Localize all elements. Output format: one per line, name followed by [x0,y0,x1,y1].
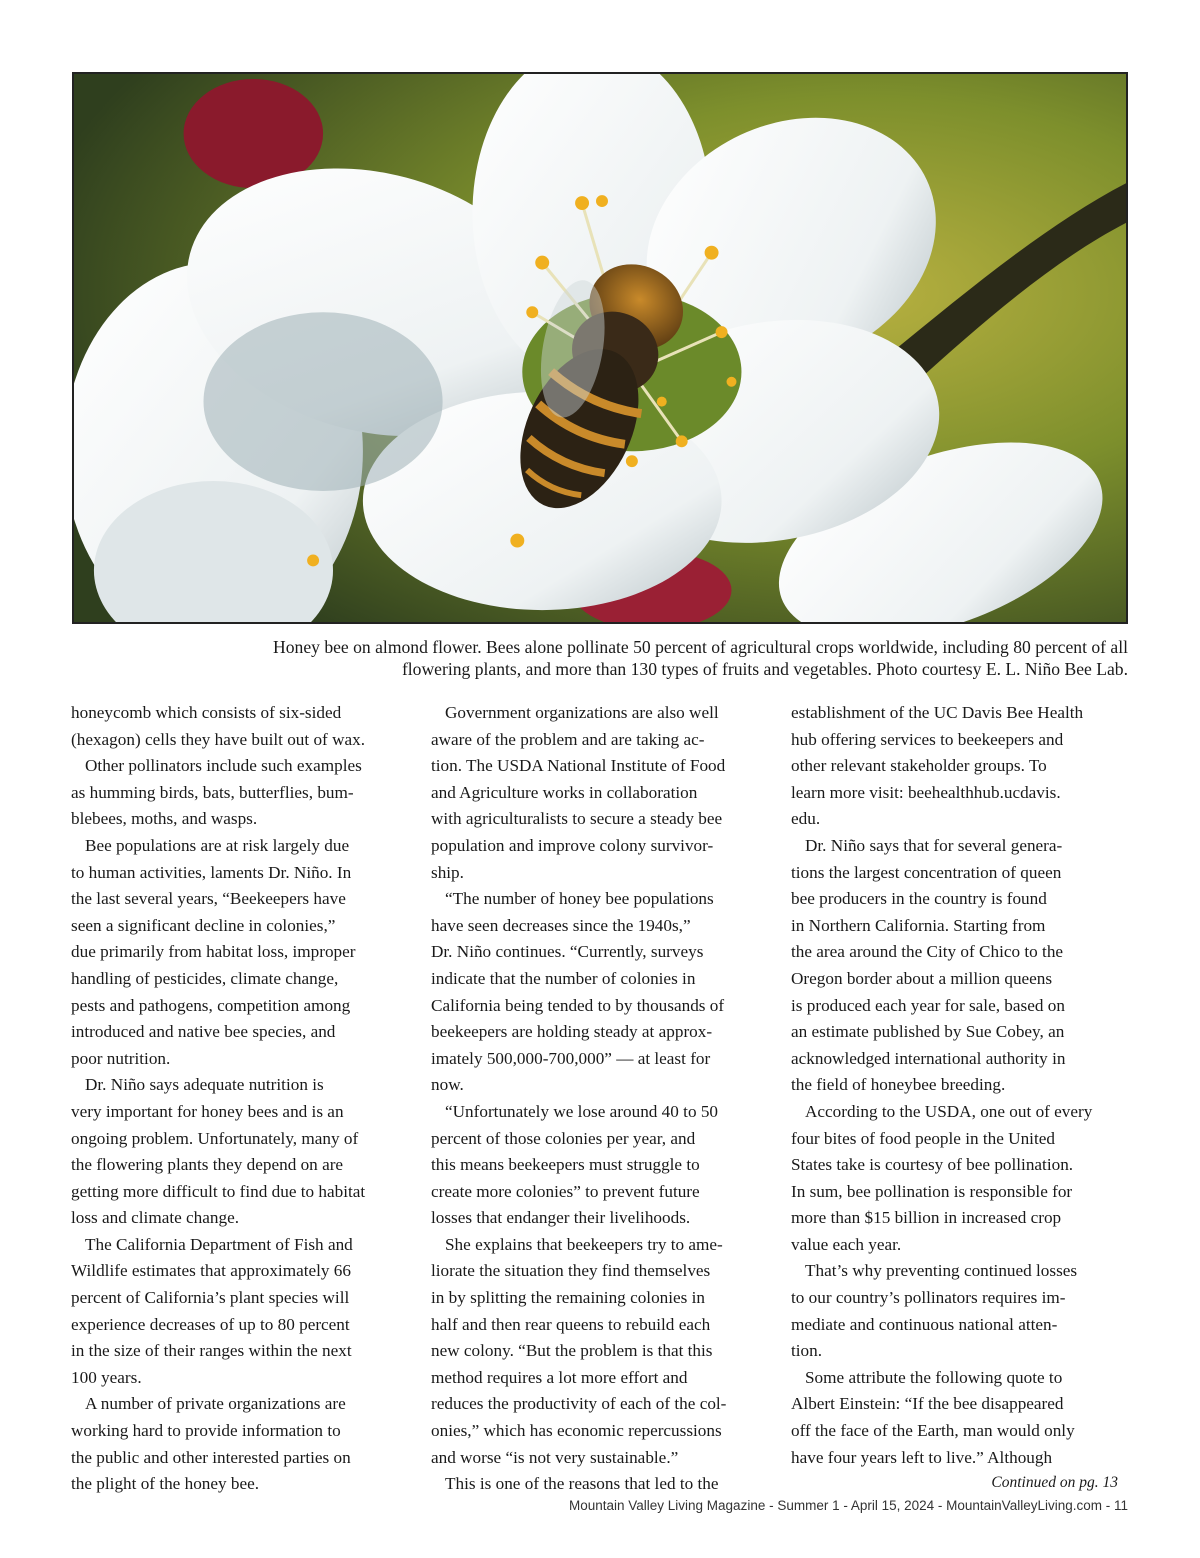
article-line: Dr. Niño continues. “Currently, surveys [431,942,704,962]
article-line: In sum, bee pollination is responsible for [791,1181,1073,1201]
article-line: percent of California’s plant species will [71,1288,350,1308]
article-line: value each year. [791,1234,902,1254]
article-line: 100 years. [71,1367,142,1387]
article-paragraph [431,1232,769,1471]
article-line: establishment of the UC Davis Bee Health [791,703,1084,722]
article-line: is produced each year for sale, based on [791,995,1065,1015]
article-line: the area around the City of Chico to the [791,942,1064,962]
article-paragraph [71,1232,409,1392]
photo-caption [72,636,1128,680]
article-line: four bites of food people in the United [791,1128,1055,1148]
article-line: now. [431,1075,464,1095]
article-line: seen a significant decline in colonies,” [71,915,336,935]
article-line: losses that endanger their livelihoods. [431,1208,691,1228]
article-line: indicate that the number of colonies in [431,968,696,988]
article-line: ship. [431,862,464,882]
article-line: Some attribute the following quote to [805,1367,1063,1387]
article-line: method requires a lot more effort and [431,1367,688,1387]
article-line: She explains that beekeepers try to ame- [445,1234,723,1254]
article-line: Other pollinators include such examples [85,756,362,776]
article-line: and worse “is not very sustainable.” [431,1447,679,1467]
photo-illustration [74,74,1126,622]
article-line: have four years left to live.” Although [791,1447,1053,1467]
article-line: other relevant stakeholder groups. To [791,756,1047,776]
article-line: learn more visit: beehealthhub.ucdavis. [791,782,1061,802]
article-paragraph [791,700,1129,833]
article-line: The California Department of Fish and [85,1234,353,1254]
article-line: Dr. Niño says that for several genera- [805,835,1063,855]
article-line: “Unfortunately we lose around 40 to 50 [445,1101,719,1121]
article-line: aware of the problem and are taking ac- [431,729,705,749]
article-line: the flowering plants they depend on are [71,1155,344,1175]
article-line: (hexagon) cells they have built out of wax. [71,729,366,749]
article-line: California being tended to by thousands of [431,995,725,1015]
article-line: Dr. Niño says adequate nutrition is [85,1075,324,1095]
article-line: getting more difficult to find due to habitat [71,1181,366,1201]
article-paragraph [791,1099,1129,1259]
article-paragraph [71,753,409,833]
article-line: introduced and native bee species, and [71,1022,336,1042]
article-line: “The number of honey bee populations [445,889,714,909]
article-column-3 [791,700,1129,1471]
article-line: an estimate published by Sue Cobey, an [791,1022,1065,1042]
article-line: Government organizations are also well [445,703,719,722]
caption-line-1: Honey bee on almond flower. Bees alone pollinate 50 percent of agricultural crops worldwide, including 80 percent of all [273,637,1128,657]
caption-line-2: flowering plants, and more than 130 types of fruits and vegetables. Photo courtesy E. L. Niño Bee Lab. [401,659,1128,679]
article-line: to our country’s pollinators requires im- [791,1288,1066,1308]
article-line: population and improve colony survivor- [431,835,714,855]
article-line: loss and climate change. [71,1208,239,1228]
article-paragraph [431,700,769,886]
article-line: poor nutrition. [71,1048,171,1068]
article-line: the last several years, “Beekeepers have [71,889,346,909]
article-line: This is one of the reasons that led to the [445,1474,719,1494]
article-line: the public and other interested parties on [71,1447,351,1467]
article-line: the plight of the honey bee. [71,1474,260,1494]
article-line: off the face of the Earth, man would only [791,1421,1075,1441]
article-line: blebees, moths, and wasps. [71,809,258,829]
article-line: Bee populations are at risk largely due [85,835,350,855]
article-line: due primarily from habitat loss, improper [71,942,356,962]
article-line: Albert Einstein: “If the bee disappeared [791,1394,1064,1414]
article-column-1 [71,700,409,1498]
page-footer: Mountain Valley Living Magazine - Summer 1 - April 15, 2024 - MountainValleyLiving.com - 11 [568,1498,1128,1513]
article-paragraph [71,1391,409,1497]
article-line: hub offering services to beekeepers and [791,729,1064,749]
article-line: the field of honeybee breeding. [791,1075,1006,1095]
article-line: edu. [791,809,821,829]
article-line: pests and pathogens, competition among [71,995,351,1015]
article-line: liorate the situation they find themselves [431,1261,711,1281]
article-line: bee producers in the country is found [791,889,1047,909]
article-paragraph [431,1471,769,1498]
article-line: According to the USDA, one out of every [805,1101,1093,1121]
article-line: in by splitting the remaining colonies in [431,1288,706,1308]
article-paragraph [791,833,1129,1099]
article-line: That’s why preventing continued losses [805,1261,1078,1281]
article-line: very important for honey bees and is an [71,1101,344,1121]
article-line: Wildlife estimates that approximately 66 [71,1261,351,1281]
article-line: acknowledged international authority in [791,1048,1066,1068]
article-paragraph [431,886,769,1099]
article-line: to human activities, laments Dr. Niño. In [71,862,352,882]
article-paragraph [71,833,409,1072]
article-paragraph [791,1365,1129,1471]
article-line: tion. The USDA National Institute of Food [431,756,726,776]
article-line: create more colonies” to prevent future [431,1181,700,1201]
article-paragraph [71,1072,409,1232]
article-line: as humming birds, bats, butterflies, bum- [71,782,354,802]
article-line: tions the largest concentration of queen [791,862,1062,882]
article-line: half and then rear queens to rebuild each [431,1314,711,1334]
article-line: working hard to provide information to [71,1421,341,1441]
article-paragraph [791,1258,1129,1364]
article-line: A number of private organizations are [85,1394,346,1414]
article-line: new colony. “But the problem is that this [431,1341,713,1361]
article-line: Oregon border about a million queens [791,968,1053,988]
article-line: and Agriculture works in collaboration [431,782,698,802]
continued-note: Continued on pg. 13 [991,1474,1118,1491]
article-line: have seen decreases since the 1940s,” [431,915,691,935]
article-line: honeycomb which consists of six-sided [71,703,342,722]
article-paragraph [431,1099,769,1232]
article-line: with agriculturalists to secure a steady bee [431,809,723,829]
bee-on-almond-flower-photo [72,72,1128,624]
article-line: beekeepers are holding steady at approx- [431,1022,713,1042]
article-line: reduces the productivity of each of the col- [431,1394,727,1414]
article-line: onies,” which has economic repercussions [431,1421,722,1441]
article-paragraph [71,700,409,753]
article-line: percent of those colonies per year, and [431,1128,696,1148]
article-line: experience decreases of up to 80 percent [71,1314,350,1334]
article-line: in Northern California. Starting from [791,915,1046,935]
article-line: States take is courtesy of bee pollination. [791,1155,1074,1175]
article-line: this means beekeepers must struggle to [431,1155,700,1175]
article-line: more than $15 billion in increased crop [791,1208,1062,1228]
article-line: imately 500,000-700,000” — at least for [431,1048,711,1068]
article-line: handling of pesticides, climate change, [71,968,339,988]
article-column-2 [431,700,769,1498]
article-line: in the size of their ranges within the next [71,1341,352,1361]
article-line: mediate and continuous national atten- [791,1314,1058,1334]
article-line: tion. [791,1341,823,1361]
article-line: ongoing problem. Unfortunately, many of [71,1128,359,1148]
